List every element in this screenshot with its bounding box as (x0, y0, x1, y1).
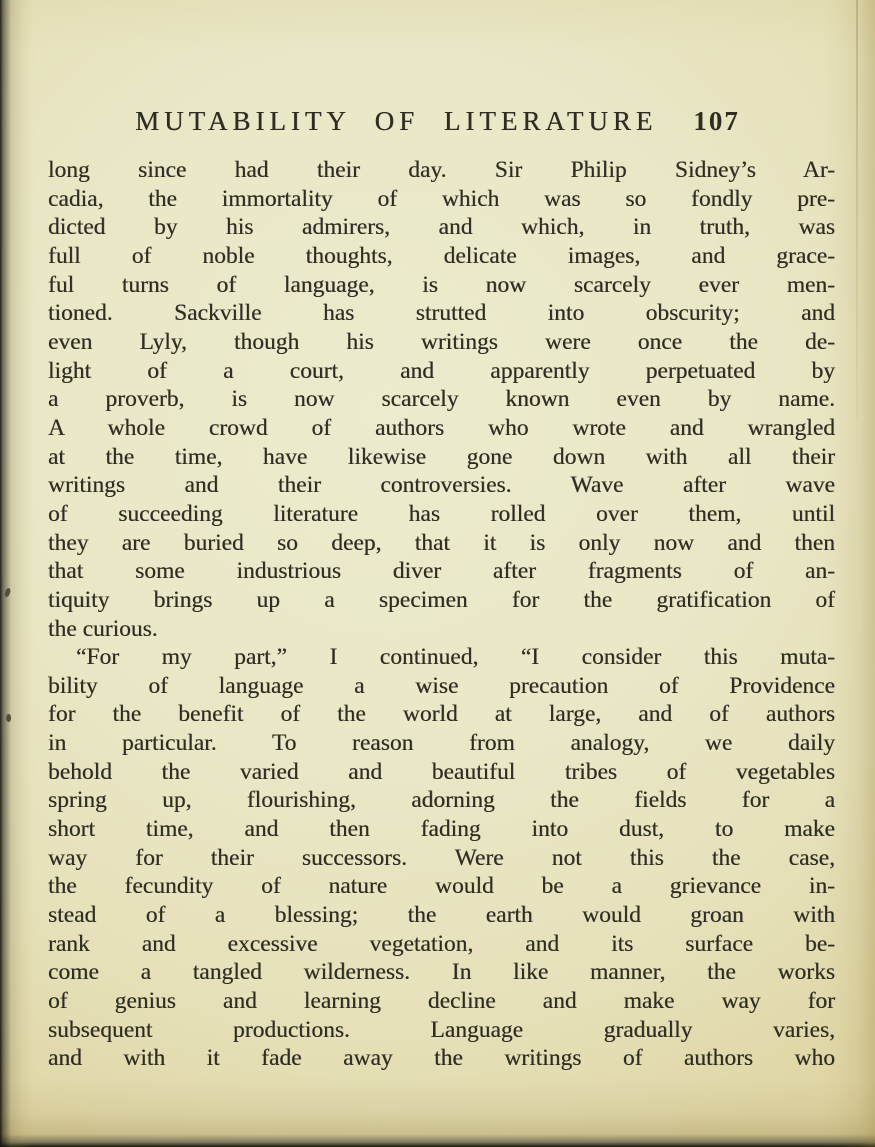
text-line: that some industrious diver after fragments of an- (48, 558, 835, 585)
text-line: a proverb, is now scarcely known even by name. (48, 386, 835, 413)
text-line: even Lyly, though his writings were once the de- (48, 328, 835, 355)
text-line: tioned. Sackville has strutted into obscurity; and (48, 300, 835, 327)
text-line: they are buried so deep, that it is only now and then (48, 529, 835, 556)
text-line: spring up, flourishing, adorning the fields for a (48, 787, 835, 814)
text-line: short time, and then fading into dust, to make (48, 816, 835, 843)
text-line: dicted by his admirers, and which, in truth, was (48, 214, 835, 241)
text-line: at the time, have likewise gone down with all their (48, 443, 835, 470)
text-line: cadia, the immortality of which was so fondly pre- (48, 185, 835, 212)
text-line: of succeeding literature has rolled over them, until (48, 500, 835, 527)
text-line: A whole crowd of authors who wrote and wrangled (48, 414, 835, 441)
text-line: full of noble thoughts, delicate images, and grace- (48, 242, 835, 269)
text-line: way for their successors. Were not this the case, (48, 844, 835, 871)
ink-speck (5, 714, 11, 723)
text-line: light of a court, and apparently perpetuated by (48, 357, 835, 384)
running-header (0, 0, 875, 137)
text-line: ful turns of language, is now scarcely ever men- (48, 271, 835, 298)
text-line: subsequent productions. Language gradually varies, (48, 1016, 835, 1043)
text-line: stead of a blessing; the earth would groan with (48, 902, 835, 929)
text-line: for the benefit of the world at large, and of authors (48, 701, 835, 728)
text-line: writings and their controversies. Wave after wave (48, 472, 835, 499)
text-line: the curious. (48, 615, 158, 642)
text-line: behold the varied and beautiful tribes of vegetables (48, 758, 835, 785)
text-line: long since had their day. Sir Philip Sidney’s Ar- (48, 157, 835, 183)
page-text (48, 156, 835, 1073)
text-line: and with it fade away the writings of authors who (48, 1045, 835, 1072)
text-line: rank and excessive vegetation, and its surface be- (48, 930, 835, 957)
text-line: tiquity brings up a specimen for the gratification of (48, 586, 835, 613)
ink-speck (4, 588, 11, 598)
text-line: bility of language a wise precaution of Providence (48, 672, 835, 699)
text-line: “For my part,” I continued, “I consider this muta- (76, 644, 835, 671)
text-line: in particular. To reason from analogy, we daily (48, 730, 835, 757)
page-title: MUTABILITY OF LITERATURE (135, 106, 658, 136)
text-line: the fecundity of nature would be a grievance in- (48, 873, 835, 900)
text-line: of genius and learning decline and make way for (48, 988, 835, 1015)
text-line: come a tangled wilderness. In like manner, the works (48, 959, 835, 986)
page-crease (856, 0, 858, 420)
page-number: 107 (693, 106, 740, 136)
